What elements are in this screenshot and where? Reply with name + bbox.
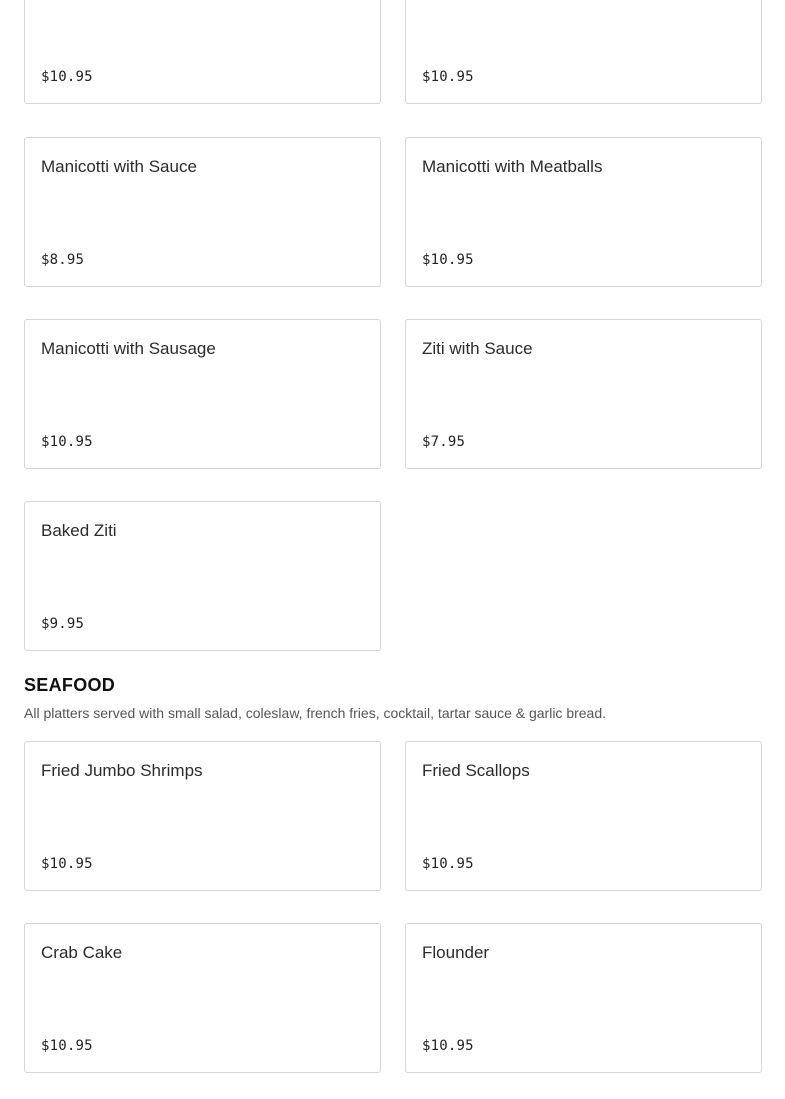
menu-item-card[interactable]: [24, 137, 381, 287]
menu-item-price: $10.95: [41, 1038, 93, 1054]
menu-item-card[interactable]: [24, 0, 381, 104]
menu-item-card[interactable]: [24, 741, 381, 891]
section-title: SEAFOOD: [24, 675, 116, 695]
menu-item-card[interactable]: [24, 501, 381, 651]
menu-item-card[interactable]: [405, 137, 762, 287]
menu-item-price: $10.95: [422, 1038, 474, 1054]
menu-item-name: Manicotti with Sausage: [41, 339, 216, 358]
menu-item-name: Ziti with Sauce: [422, 339, 533, 358]
menu-item-name: Manicotti with Meatballs: [422, 157, 603, 176]
menu-item-price: $10.95: [41, 856, 93, 872]
menu-item-card[interactable]: [24, 319, 381, 469]
menu-item-price: $10.95: [422, 252, 474, 268]
menu-item-name: Crab Cake: [41, 943, 123, 962]
menu-item-card[interactable]: [24, 923, 381, 1073]
menu-item-name: Baked Ziti: [41, 521, 117, 540]
menu-item-price: $8.95: [41, 252, 85, 268]
menu-item-price: $7.95: [422, 434, 466, 450]
menu-item-card[interactable]: [405, 923, 762, 1073]
menu-item-name: Fried Jumbo Shrimps: [41, 761, 203, 780]
menu-item-card[interactable]: [405, 319, 762, 469]
menu-item-name: Manicotti with Sauce: [41, 157, 197, 176]
menu-item-price: $10.95: [422, 856, 474, 872]
menu-item-card[interactable]: [405, 741, 762, 891]
section-description: All platters served with small salad, coleslaw, french fries, cocktail, tartar sauce & garlic bread.: [24, 705, 607, 721]
menu-item-price: $10.95: [422, 69, 474, 85]
menu-item-price: $10.95: [41, 69, 93, 85]
menu-item-price: $10.95: [41, 434, 93, 450]
menu-item-card[interactable]: [405, 0, 762, 104]
menu-item-price: $9.95: [41, 616, 85, 632]
menu-item-name: Fried Scallops: [422, 761, 530, 780]
menu-item-name: Flounder: [422, 943, 490, 962]
